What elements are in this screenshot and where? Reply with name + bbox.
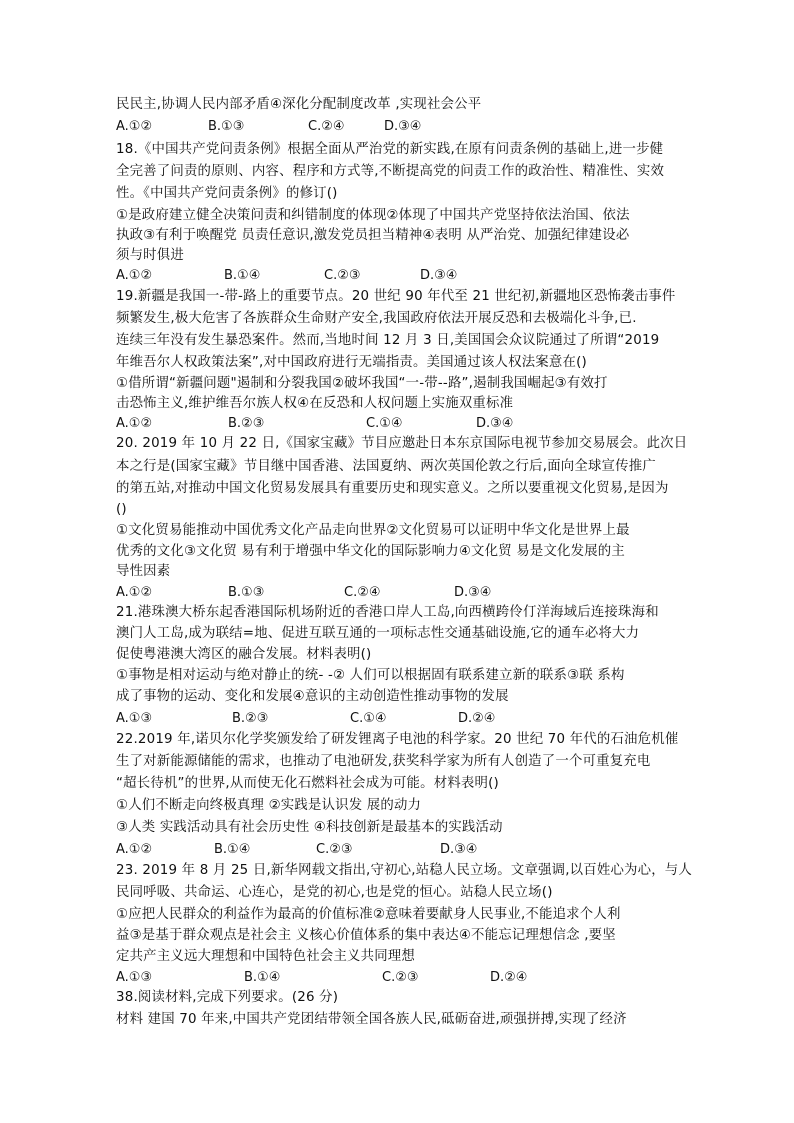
option-c: C.②④ xyxy=(344,585,381,600)
question-21-stem: 21.港珠澳大桥东起香港国际机场附近的香港口岸人工岛,向西横跨伶仃洋海域后连接珠海和 xyxy=(116,605,659,620)
option-c: C.②③ xyxy=(316,842,353,857)
option-d: D.③④ xyxy=(420,268,458,283)
option-a: A.①② xyxy=(116,119,153,134)
text-line: ①应把人民群众的利益作为最高的价值标准②意味着要献身人民事业,不能追求个人利 xyxy=(116,907,621,922)
question-19-stem: 19.新疆是我国一-带-路上的重要节点。20 世纪 90 年代至 21 世纪初,新疆地区恐怖袭击事件 xyxy=(116,289,676,304)
question-38-heading: 38.阅读材料,完成下列要求。(26 分) xyxy=(116,990,339,1005)
text-line: ③人类 实践活动具有社会历史性 ④科技创新是最基本的实践活动 xyxy=(116,820,503,835)
option-a: A.①② xyxy=(116,842,153,857)
option-b: B.①③ xyxy=(228,585,265,600)
text-line: 须与时俱进 xyxy=(116,248,184,263)
option-c: C.②④ xyxy=(308,119,345,134)
option-b: B.①④ xyxy=(244,970,281,985)
text-line: 的第五站,对推动中国文化贸易发展具有重要历史和现实意义。之所以要重视文化贸易,是因为 xyxy=(116,481,669,496)
text-line: 生了对新能源储能的需求，也推动了电池研发,获奖科学家为所有人创造了一个可重复充电 xyxy=(116,754,651,769)
option-a: A.①② xyxy=(116,416,153,431)
text-line: 执政③有利于唤醒党 员责任意识,激发党员担当精神④表明 从严治党、加强纪律建设必 xyxy=(116,228,630,243)
text-line: 益③是基于群众观点是社会主 义核心价值体系的集中表达④不能忘记理想信念 ,要坚 xyxy=(116,928,616,943)
text-line: ①事物是相对运动与绝对静止的统- -② 人们可以根据固有联系建立新的联系③联 系构 xyxy=(116,668,625,683)
text-line: 连续三年没有发生暴恐案件。然而,当地时间 12 月 3 日,美国国会众议院通过了所谓“2019 xyxy=(116,333,660,348)
text-line: 频繁发生,极大危害了各族群众生命财产安全,我国政府依法开展反恐和去极端化斗争,已. xyxy=(116,311,637,326)
question-22-stem: 22.2019 年,诺贝尔化学奖颁发给了研发锂离子电池的科学家。20 世纪 70 年代的石油危机催 xyxy=(116,732,679,747)
text-line: ①借所谓“新疆问题"遏制和分裂我国②破坏我国“一-带--路”,遏制我国崛起③有效打 xyxy=(116,376,608,391)
text-line: ①文化贸易能推动中国优秀文化产品走向世界②文化贸易可以证明中华文化是世界上最 xyxy=(116,523,630,538)
text-line: 促使粤港澳大湾区的融合发展。材料表明() xyxy=(116,647,372,662)
text-line: ①是政府建立健全决策问责和纠错制度的体现②体现了中国共产党坚持依法治国、依法 xyxy=(116,208,630,223)
text-line: 性。《中国共产党问责条例》的修订() xyxy=(116,186,338,201)
option-b: B.①④ xyxy=(224,268,261,283)
text-line: 优秀的文化③文化贸 易有利于增强中华文化的国际影响力④文化贸 易是文化发展的主 xyxy=(116,544,625,559)
question-23-stem: 23. 2019 年 8 月 25 日,新华网载文指出,守初心,站稳人民立场。文章强调,以百姓心为心，与人 xyxy=(116,863,692,878)
option-a: A.①② xyxy=(116,585,153,600)
text-line: “超长待机”的世界,从而使无化石燃料社会成为可能。材料表明() xyxy=(116,776,499,791)
option-c: C.②③ xyxy=(382,970,419,985)
option-a: A.①② xyxy=(116,268,153,283)
text-line: 定共产主义远大理想和中国特色社会主义共同理想 xyxy=(116,949,415,964)
option-b: B.①④ xyxy=(214,842,251,857)
option-d: D.③④ xyxy=(454,585,492,600)
text-line: 年维吾尔人权政策法案”,对中国政府进行无端指责。美国通过该人权法案意在() xyxy=(116,355,587,370)
text-line: 民民主,协调人民内部矛盾④深化分配制度改革 ,实现社会公平 xyxy=(116,97,482,112)
option-d: D.②④ xyxy=(458,711,496,726)
question-20-stem: 20. 2019 年 10 月 22 日,《国家宝藏》节目应邀赴日本东京国际电视节参加交易展会。此次日 xyxy=(116,436,688,451)
option-d: D.②④ xyxy=(490,970,528,985)
material-line: 材料 建国 70 年来,中国共产党团结带领全国各族人民,砥砺奋进,顽强拼搏,实现了经济 xyxy=(116,1012,627,1027)
text-line: () xyxy=(116,502,127,517)
option-c: C.①④ xyxy=(366,416,403,431)
text-line: 击恐怖主义,维护维吾尔族人权④在反恐和人权问题上实施双重标准 xyxy=(116,396,514,411)
option-d: D.③④ xyxy=(476,416,514,431)
option-d: D.③④ xyxy=(440,842,478,857)
option-b: B.①③ xyxy=(208,119,245,134)
option-a: A.①③ xyxy=(116,711,153,726)
text-line: ①人们不断走向终极真理 ②实践是认识发 展的动力 xyxy=(116,798,422,813)
question-18-stem: 18.《中国共产党问责条例》根据全面从严治党的新实践,在原有问责条例的基础上,进一步健 xyxy=(116,142,664,157)
text-line: 澳门人工岛,成为联结=地、促进互联互通的一项标志性交通基础设施,它的通车必将大力 xyxy=(116,626,640,641)
option-d: D.③④ xyxy=(384,119,422,134)
text-line: 导性因素 xyxy=(116,564,171,579)
option-b: B.②③ xyxy=(232,711,269,726)
option-b: B.②③ xyxy=(228,416,265,431)
text-line: 本之行是(国家宝藏》节目继中国香港、法国夏纳、两次英国伦敦之行后,面向全球宣传推广 xyxy=(116,459,656,474)
text-line: 全完善了问责的原则、内容、程序和方式等,不断提高党的问责工作的政治性、精准性、实效 xyxy=(116,164,665,179)
text-line: 成了事物的运动、变化和发展④意识的主动创造性推动事物的发展 xyxy=(116,689,509,704)
option-c: C.①④ xyxy=(350,711,387,726)
text-line: 民同呼吸、共命运、心连心，是党的初心,也是党的恒心。站稳人民立场() xyxy=(116,885,553,900)
option-a: A.①③ xyxy=(116,970,153,985)
option-c: C.②③ xyxy=(324,268,361,283)
